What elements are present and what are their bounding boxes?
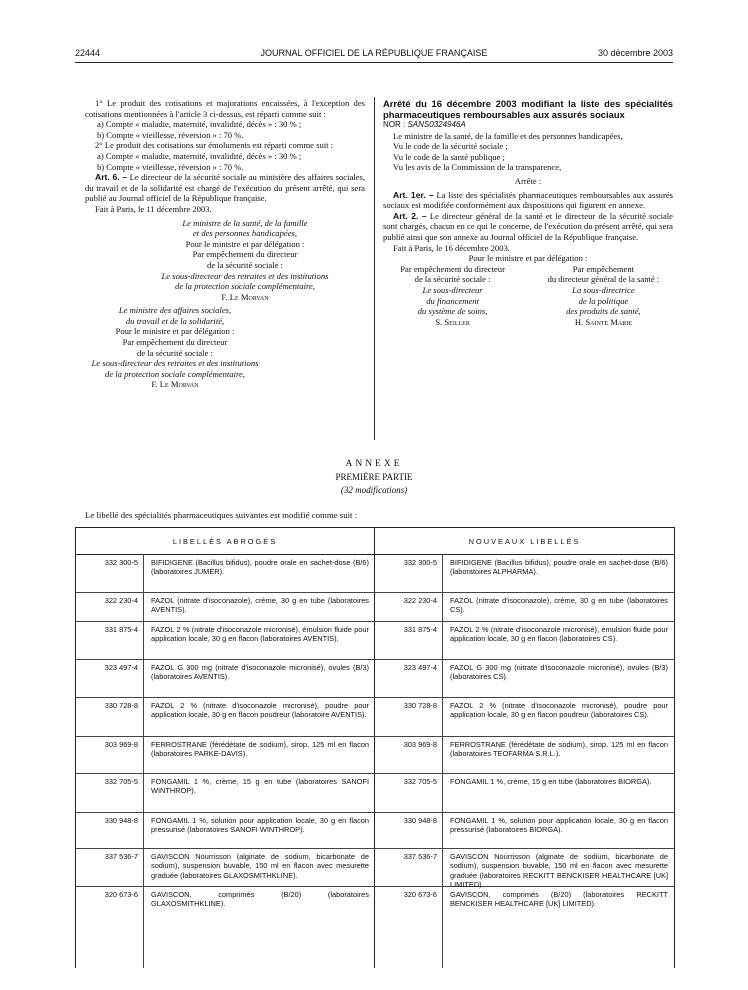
annexe-heading [75, 458, 673, 497]
paragraph-1: 1° Le produit des cotisations et majorations encaissées, à l'exception des cotisations mentionnées à l'article 3 ci-dessus, est réparti comme suit : [85, 98, 365, 119]
sig1-line: Par empêchement du directeur [192, 249, 298, 260]
sigB-name: H. Sainte Marie [574, 316, 632, 327]
table-row [76, 773, 674, 813]
header-new-labels: NOUVEAUX LIBELLÉS [468, 537, 581, 546]
sig2-line: Le sous-directeur des retraites et des institutions [91, 358, 259, 369]
article-2-text: Le directeur général de la santé et le directeur de la sécurité sociale sont chargés, chacun en ce qui le concerne, de l'exécution du présent arrêté, qui sera publié ainsi que son annexe au Journal officiel de la République française. [383, 210, 673, 242]
minister-intro: Le ministre de la santé, de la famille et des personnes handicapées, [393, 130, 623, 141]
fait-a-paris-right: Fait à Paris, le 16 décembre 2003. [393, 242, 510, 253]
new-label: FAZOL (nitrate d'isoconazole), crème, 30 g en tube (laboratoires CS). [450, 596, 668, 615]
signature-block-b [534, 264, 673, 328]
old-cip-code: 331 875-4 [104, 625, 138, 634]
annexe-title: ANNEXE [345, 459, 403, 469]
column-divider [374, 97, 375, 440]
sig2-line: du travail et de la solidarité, [125, 315, 225, 326]
table-row [76, 592, 674, 622]
new-cip-code: 322 230-4 [403, 596, 437, 605]
header-old-labels: LIBELLÉS ABROGÉS [172, 537, 278, 546]
issue-date: 30 décembre 2003 [597, 48, 673, 58]
article-1-text: La liste des spécialités pharmaceutiques remboursables aux assurés sociaux est modifiée conformément aux dispositions qui figurent en annexe. [383, 189, 673, 211]
new-label: GAVISCON Nourrisson (alginate de sodium, bicarbonate de sodium), suspension buvable, 150 ml en flacon avec mesurette graduée (laboratoires RECKITT BENCKISER HEALTHCARE [UK] LIMITED). [450, 852, 668, 890]
old-label: FAZOL (nitrate d'isoconazole), crème, 30 g en tube (laboratoires AVENTIS). [151, 596, 369, 615]
new-label: FAZOL 2 % (nitrate d'isoconazole micronisé), émulsion fluide pour application locale, 30 g en flacon (laboratoires CS). [450, 625, 668, 644]
nor-label: NOR : [383, 120, 406, 129]
new-label: FAZOL 2 % (nitrate d'isoconazole micronisé), poudre pour application locale, 30 g en flacon poudreur (laboratoires CS). [450, 701, 668, 720]
old-label: FAZOL G 300 mg (nitrate d'isoconazole micronisé), ovules (B/3) (laboratoires AVENTIS). [151, 663, 369, 682]
new-label: FONGAMIL 1 %, solution pour application locale, 30 g en flacon pressurisé (laboratoires BIORGA). [450, 816, 668, 835]
table-header [76, 528, 674, 555]
old-cip-code: 320 673-6 [104, 890, 138, 899]
article-1-label: Art. 1er. – [393, 189, 434, 200]
table-row [76, 659, 674, 698]
sig2-line: de la sécurité sociale : [137, 347, 213, 358]
old-label: FONGAMIL 1 %, solution pour application locale, 30 g en flacon pressurisé (laboratoires SANOFI WINTHROP). [151, 816, 369, 835]
sigB-line: de la politique [578, 295, 629, 306]
paragraph-1b: b) Compte « vieillesse, réversion » : 70 %. [97, 129, 244, 140]
signature-block-a [383, 264, 522, 328]
sigA-line: de la sécurité sociale : [414, 274, 491, 285]
page-number: 22444 [75, 48, 101, 58]
table-row [76, 697, 674, 737]
vu-3: Vu les avis de la Commission de la transparence, [393, 162, 562, 173]
table-row [76, 886, 674, 926]
sig1-line: Le ministre de la santé, de la famille [182, 217, 308, 228]
old-cip-code: 337 536-7 [104, 852, 138, 861]
right-column [383, 98, 673, 327]
sigB-line: Par empêchement [572, 263, 635, 274]
sig1-name: F. Le Morvan [221, 291, 269, 302]
vu-1: Vu le code de la sécurité sociale ; [393, 141, 508, 152]
article-1 [383, 190, 673, 211]
new-cip-code: 331 875-4 [403, 625, 437, 634]
new-cip-code: 330 948-8 [403, 816, 437, 825]
new-cip-code: 332 705-5 [403, 777, 437, 786]
new-label: BIFIDIGENE (Bacillus bifidus), poudre orale en sachet-dose (B/6) (laboratoires ALPHARMA). [450, 558, 668, 577]
old-cip-code: 323 497-4 [104, 663, 138, 672]
annexe-part: PREMIÈRE PARTIE [335, 472, 413, 482]
annexe-intro: Le libellé des spécialités pharmaceutiques suivantes est modifié comme suit : [85, 510, 358, 520]
old-label: GAVISCON Nourrisson (alginate de sodium, bicarbonate de sodium), suspension buvable, 150 ml en flacon avec mesurette graduée (laboratoires GLAXOSMITHKLINE). [151, 852, 369, 880]
sig1-line: Pour le ministre et par délégation : [185, 238, 305, 249]
sig2-name: F. Le Morvan [151, 379, 199, 390]
article-2-label: Art. 2. – [393, 210, 427, 221]
paragraph-2: 2° Le produit des cotisations sur émoluments est réparti comme suit : [95, 140, 334, 151]
sig1-line: et des personnes handicapées, [192, 228, 298, 239]
new-label: FONGAMIL 1 %, crème, 15 g en tube (laboratoires BIORGA). [450, 777, 652, 786]
new-label: FAZOL G 300 mg (nitrate d'isoconazole micronisé), ovules (B/3) (laboratoires CS). [450, 663, 668, 682]
sig1-line: de la protection sociale complémentaire, [175, 281, 315, 292]
journal-title: JOURNAL OFFICIEL DE LA RÉPUBLIQUE FRANÇAISE [260, 48, 488, 58]
old-label: FERROSTRANE (férédétate de sodium), sirop, 125 ml en flacon (laboratoires PARKE-DAVIS). [151, 740, 369, 759]
sigA-line: Par empêchement du directeur [400, 263, 505, 274]
table-row [76, 621, 674, 660]
sigA-line: Le sous-directeur [422, 284, 483, 295]
table-row [76, 848, 674, 890]
paragraph-2b: b) Compte « vieillesse, réversion » : 70 %. [97, 161, 244, 172]
sigA-name: S. Seiller [435, 316, 470, 327]
nor-value: SANS0324946A [407, 120, 466, 129]
new-cip-code: 330 728-8 [403, 701, 437, 710]
table-row [76, 554, 674, 593]
new-cip-code: 337 536-7 [403, 852, 437, 861]
dual-signatures [383, 264, 673, 328]
vu-2: Vu le code de la santé publique ; [393, 151, 505, 162]
article-6-text: Le directeur de la sécurité sociale au ministère des affaires sociales, du travail et de la solidarité est chargé de l'exécution du présent arrêté, qui sera publié au Journal officiel de la République française. [85, 172, 366, 204]
header-rule [75, 62, 673, 63]
sigA-line: du financement [426, 295, 479, 306]
paragraph-1a: a) Compte « maladie, maternité, invalidité, décès » : 30 % ; [97, 119, 302, 130]
signature-block-2 [75, 305, 275, 390]
paragraph-2a: a) Compte « maladie, maternité, invalidité, décès » : 30 % ; [97, 150, 302, 161]
new-cip-code: 320 673-6 [403, 890, 437, 899]
pour-le-ministre: Pour le ministre et par délégation : [468, 253, 588, 264]
sig1-line: Le sous-directeur des retraites et des institutions [161, 270, 329, 281]
table-row [76, 736, 674, 774]
sig2-line: Pour le ministre et par délégation : [115, 326, 235, 337]
sigA-line: du système de soins, [417, 306, 488, 317]
new-cip-code: 303 969-8 [403, 740, 437, 749]
article-6 [85, 172, 365, 204]
old-label: GAVISCON, comprimés (B/20) (laboratoires GLAXOSMITHKLINE). [151, 890, 369, 909]
new-label: GAVISCON, comprimés (B/20) (laboratoires RECKITT BENCKISER HEALTHCARE [UK] LIMITED). [450, 890, 668, 909]
left-column [85, 98, 365, 390]
old-label: FAZOL 2 % (nitrate d'isoconazole micronisé), émulsion fluide pour application locale, 30 g en flacon (laboratoires AVENTIS). [151, 625, 369, 644]
sig2-line: Le ministre des affaires sociales, [118, 305, 232, 316]
article-6-label: Art. 6. – [95, 172, 128, 183]
old-cip-code: 322 230-4 [104, 596, 138, 605]
sigB-line: La sous-directrice [572, 284, 635, 295]
new-cip-code: 332 300-5 [403, 558, 437, 567]
decree-title: Arrêté du 16 décembre 2003 modifiant la liste des spécialités pharmaceutiques remboursables aux assurés sociaux [383, 98, 673, 120]
new-label: FERROSTRANE (férédétate de sodium), sirop, 125 ml en flacon (laboratoires TEOFARMA S.R.L.). [450, 740, 668, 759]
annexe-modifications: (32 modifications) [340, 485, 408, 495]
old-cip-code: 330 948-8 [104, 816, 138, 825]
old-label: FAZOL 2 % (nitrate d'isoconazole micronisé), poudre pour application locale, 30 g en flacon poudreur (laboratoire AVENTIS). [151, 701, 369, 720]
fait-a-paris-left: Fait à Paris, le 11 décembre 2003. [95, 203, 212, 214]
signature-block-1 [85, 218, 365, 303]
arrete-heading: Arrête : [514, 175, 542, 186]
table-row [76, 812, 674, 849]
old-cip-code: 330 728-8 [104, 701, 138, 710]
old-label: BIFIDIGENE (Bacillus bifidus), poudre orale en sachet-dose (B/6) (laboratoires JUMER). [151, 558, 369, 577]
sig2-line: Par empêchement du directeur [122, 337, 228, 348]
sigB-line: des produits de santé, [566, 306, 641, 317]
old-cip-code: 303 969-8 [104, 740, 138, 749]
old-cip-code: 332 705-5 [104, 777, 138, 786]
article-2 [383, 211, 673, 243]
old-cip-code: 332 300-5 [104, 558, 138, 567]
sig1-line: de la sécurité sociale : [207, 259, 283, 270]
running-header [75, 48, 673, 62]
sigB-line: du directeur général de la santé : [547, 274, 660, 285]
modifications-table [75, 527, 675, 968]
sig2-line: de la protection sociale complémentaire, [105, 368, 245, 379]
old-label: FONGAMIL 1 %, crème, 15 g en tube (laboratoires SANOFI WINTHROP). [151, 777, 369, 796]
new-cip-code: 323 497-4 [403, 663, 437, 672]
nor-reference [383, 120, 673, 131]
